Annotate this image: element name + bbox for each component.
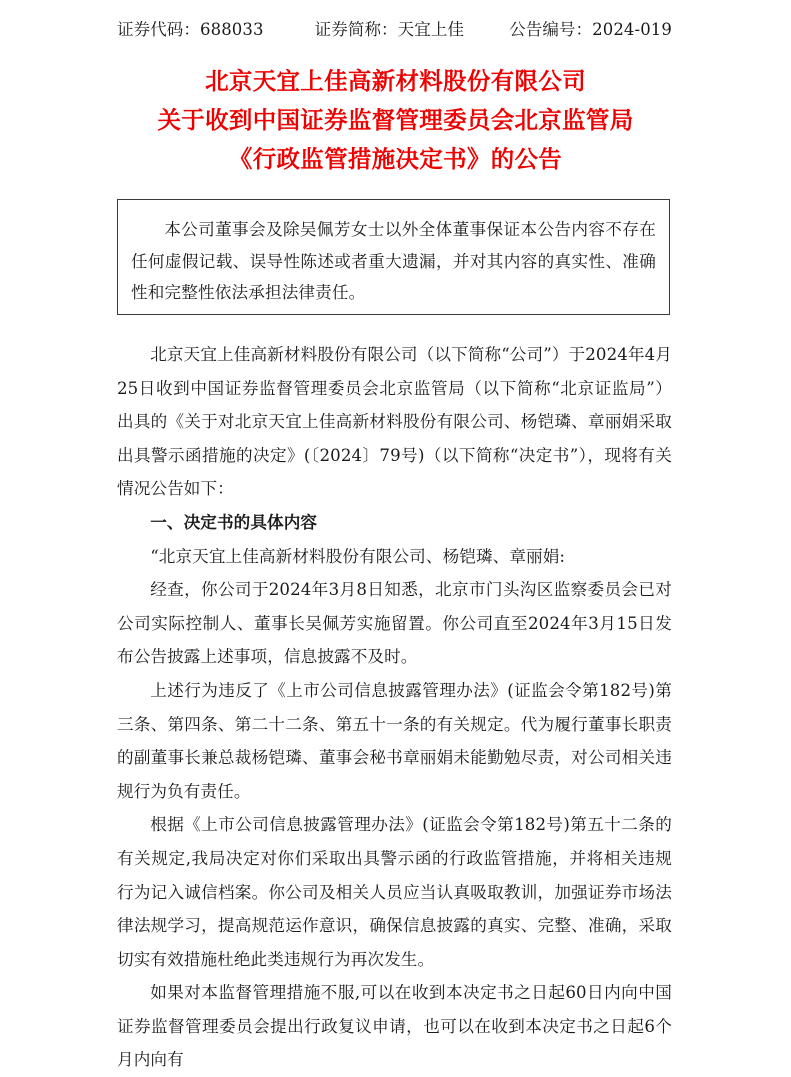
page-title — [60, 62, 731, 179]
page-title-line-3: 《行政监管措施决定书》的公告 — [228, 145, 563, 173]
disclaimer-box — [117, 199, 670, 315]
document-header — [117, 16, 672, 40]
investigation-paragraph: 经查，你公司于2024年3月8日知悉，北京市门头沟区监察委员会已对公司实际控制人、董事长吴佩芳实施留置。你公司直至2024年3月15日发布公告披露上述事项，信息披露不及时。 — [117, 580, 672, 667]
addressees-line: “北京天宜上佳高新材料股份有限公司、杨铠璘、章丽娟: — [150, 546, 566, 566]
announcement-number: 公告编号：2024-019 — [509, 20, 672, 39]
intro-paragraph: 北京天宜上佳高新材料股份有限公司（以下简称“公司”）于2024年4月25日收到中国证券监督管理委员会北京监管局（以下简称“北京证监局”）出具的《关于对北京天宜上佳高新材料股份有限公司、杨铠璘、章丽娟采取出具警示函措施的决定》(〔2024〕79号)（以下简称“决定书”），现将有关情况公告如下： — [117, 345, 672, 499]
document-body — [117, 338, 672, 1077]
page-title-line-1: 北京天宜上佳高新材料股份有限公司 — [205, 67, 586, 95]
page-title-line-2: 关于收到中国证券监督管理委员会北京监管局 — [157, 106, 634, 134]
measure-paragraph: 根据《上市公司信息披露管理办法》(证监会令第182号)第五十二条的有关规定,我局决定对你们采取出具警示函的行政监管措施，并将相关违规行为记入诚信档案。你公司及相关人员应当认真吸取教训，加强证券市场法律法规学习，提高规范运作意识，确保信息披露的真实、完整、准确，采取切实有效措施杜绝此类违规行为再次发生。 — [117, 815, 672, 969]
disclaimer-text: 本公司董事会及除吴佩芳女士以外全体董事保证本公告内容不存在任何虚假记载、误导性陈述或者重大遗漏，并对其内容的真实性、准确性和完整性依法承担法律责任。 — [131, 220, 656, 302]
appeal-paragraph: 如果对本监督管理措施不服,可以在收到本决定书之日起60日内向中国证券监督管理委员会提出行政复议申请，也可以在收到本决定书之日起6个月内向有 — [117, 983, 672, 1070]
section-one-heading: 一、决定书的具体内容 — [150, 511, 318, 532]
security-code: 证券代码：688033 — [117, 20, 264, 39]
security-short-name: 证券简称：天宜上佳 — [314, 20, 465, 39]
violation-paragraph: 上述行为违反了《上市公司信息披露管理办法》(证监会令第182号)第三条、第四条、第二十二条、第五十一条的有关规定。代为履行董事长职责的副董事长兼总裁杨铠璘、董事会秘书章丽娟未能勤勉尽责，对公司相关违规行为负有责任。 — [117, 680, 672, 801]
